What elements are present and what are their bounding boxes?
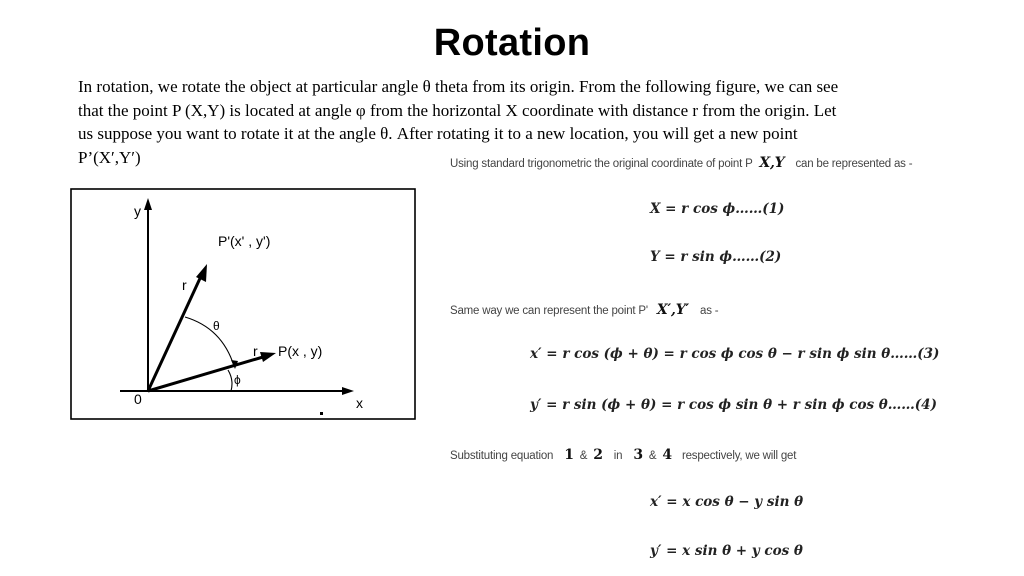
equation-4: y′ = r sin (ϕ + θ) = r cos ϕ sin θ + r sin ϕ cos θ……(4): [530, 397, 937, 413]
equation-1: X = r cos ϕ……(1): [650, 201, 785, 217]
r-upper-label: r: [182, 277, 187, 293]
equation-2: Y = r sin ϕ……(2): [650, 249, 782, 265]
stray-mark: [320, 412, 323, 415]
intro-line: that the point P (X,Y) is located at angle φ from the horizontal X coordinate with distance r from the origin. Let: [78, 100, 837, 120]
equation-5: x′ = x cos θ − y sin θ: [650, 494, 804, 510]
equation-6: y′ = x sin θ + y cos θ: [650, 543, 803, 559]
intro-line: us suppose you want to rotate it at the angle θ. After rotating it to a new location, you will get a new point: [78, 124, 798, 143]
r-lower-label: r: [253, 343, 258, 359]
figure-border: [71, 189, 415, 419]
math-xy: X,Y: [759, 155, 785, 171]
phi-label: ϕ: [234, 373, 241, 387]
equation-3: x′ = r cos (ϕ + θ) = r cos ϕ cos θ − r sin ϕ sin θ……(3): [530, 346, 940, 362]
slide-title: Rotation: [433, 22, 591, 64]
math-xy-prime: X′,Y′: [656, 302, 689, 318]
substitution-line: Substituting equation 1 & 2 in 3 & 4 respectively, we will get: [450, 447, 797, 463]
theta-label: θ: [213, 319, 220, 333]
coordinate-intro-line: Using standard trigonometric the original coordinate of point P X,Y can be represented as -: [450, 155, 913, 171]
prime-intro-line: Same way we can represent the point P' X′,Y′ as -: [450, 302, 719, 318]
rotation-figure: [70, 188, 416, 420]
intro-line: In rotation, we rotate the object at particular angle θ theta from its origin. From the following figure, we can see: [78, 77, 839, 96]
rotated-point-label: P'(x' , y'): [218, 233, 271, 249]
x-axis-label: x: [356, 395, 363, 411]
intro-line: P’(X′,Y′): [78, 147, 141, 167]
original-point-label: P(x , y): [278, 343, 323, 359]
origin-label: 0: [134, 391, 142, 407]
y-axis-label: y: [134, 203, 141, 219]
